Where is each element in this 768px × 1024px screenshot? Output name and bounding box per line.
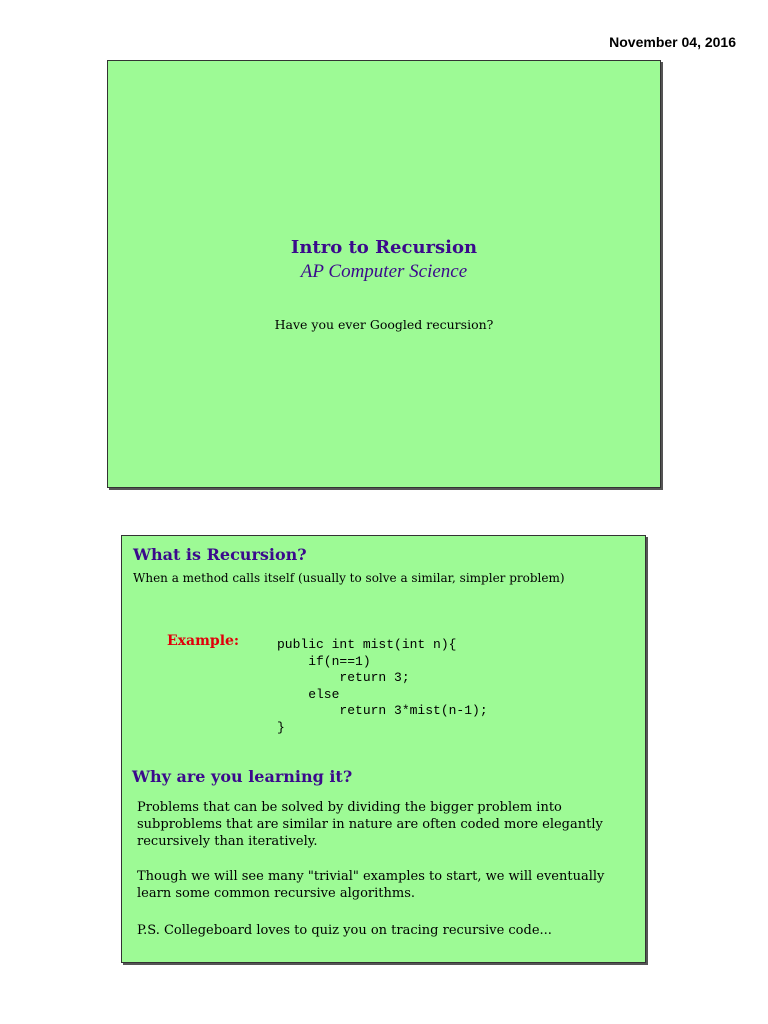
paragraph-examples: Though we will see many "trivial" examples to start, we will eventually learn some common recursive algorithms. — [137, 869, 605, 901]
recursion-definition: When a method calls itself (usually to solve a similar, simpler problem) — [133, 571, 565, 585]
heading-what-is-recursion: What is Recursion? — [133, 545, 307, 564]
slide-question: Have you ever Googled recursion? — [274, 317, 494, 332]
slide-title: Intro to Recursion — [290, 237, 478, 258]
example-label: Example: — [167, 633, 240, 649]
code-line: } — [277, 719, 285, 735]
slide-subtitle: AP Computer Science — [300, 261, 468, 282]
paragraph-ps: P.S. Collegeboard loves to quiz you on tracing recursive code... — [137, 923, 552, 938]
code-line: return 3; — [277, 670, 410, 686]
paragraph-reason: Problems that can be solved by dividing the bigger problem into subproblems that are similar in nature are often coded more elegantly recursively than iteratively. — [137, 800, 603, 849]
page-date: November 04, 2016 — [609, 34, 736, 50]
slide-what-is-recursion — [121, 535, 646, 963]
slide-intro — [107, 60, 661, 488]
code-line: public int mist(int n){ — [277, 637, 457, 652]
code-line: if(n==1) — [277, 653, 371, 669]
code-line: return 3*mist(n-1); — [277, 703, 488, 719]
code-example — [277, 637, 488, 737]
code-line: else — [277, 686, 340, 702]
heading-why-learning: Why are you learning it? — [132, 767, 353, 786]
